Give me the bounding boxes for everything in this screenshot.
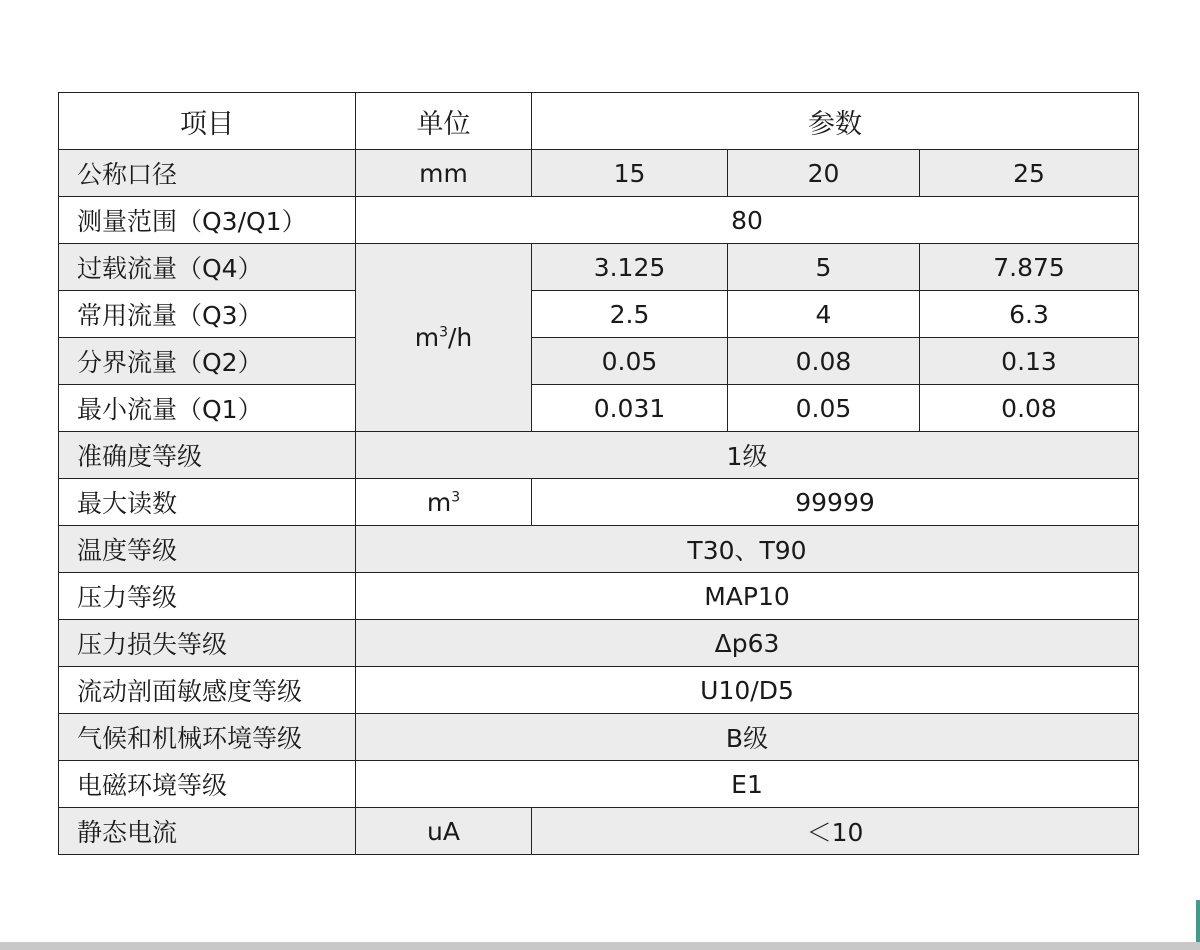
- unit-cell: uA: [356, 808, 532, 855]
- table-row: [59, 761, 1139, 808]
- value-cell: 0.13: [920, 338, 1139, 385]
- table-row: [59, 479, 1139, 526]
- unit-cell: mm: [356, 150, 532, 197]
- row-label: 静态电流: [59, 808, 356, 855]
- value-cell: ＜10: [532, 808, 1139, 855]
- header-unit: 单位: [356, 93, 532, 150]
- row-label: 公称口径: [59, 150, 356, 197]
- spec-table: [58, 92, 1139, 855]
- table-row: [59, 150, 1139, 197]
- unit-superscript: 3: [451, 489, 461, 506]
- value-cell: 4: [728, 291, 920, 338]
- value-cell: E1: [356, 761, 1139, 808]
- table-row: [59, 338, 1139, 385]
- table-row: [59, 808, 1139, 855]
- table-row: [59, 432, 1139, 479]
- unit-cell: [356, 479, 532, 526]
- edge-accent-bar: [1196, 900, 1200, 942]
- value-cell: 0.05: [728, 385, 920, 432]
- value-cell: 7.875: [920, 244, 1139, 291]
- table-row: [59, 244, 1139, 291]
- row-label: 分界流量（Q2）: [59, 338, 356, 385]
- table-row: [59, 714, 1139, 761]
- row-label: 电磁环境等级: [59, 761, 356, 808]
- value-cell: 0.08: [728, 338, 920, 385]
- table-row: [59, 197, 1139, 244]
- table-row: [59, 291, 1139, 338]
- row-label: 流动剖面敏感度等级: [59, 667, 356, 714]
- value-cell: T30、T90: [356, 526, 1139, 573]
- value-cell: 5: [728, 244, 920, 291]
- flow-unit-cell: [356, 244, 532, 432]
- value-cell: B级: [356, 714, 1139, 761]
- value-cell: 0.08: [920, 385, 1139, 432]
- unit-base: m: [414, 323, 440, 352]
- row-label: 温度等级: [59, 526, 356, 573]
- row-label: 过载流量（Q4）: [59, 244, 356, 291]
- value-cell: 0.031: [532, 385, 728, 432]
- value-cell: 15: [532, 150, 728, 197]
- table-row: [59, 573, 1139, 620]
- row-label: 常用流量（Q3）: [59, 291, 356, 338]
- row-label: 准确度等级: [59, 432, 356, 479]
- row-label: 气候和机械环境等级: [59, 714, 356, 761]
- table-row: [59, 385, 1139, 432]
- table-row: [59, 667, 1139, 714]
- value-cell: Δp63: [356, 620, 1139, 667]
- unit-base: m: [426, 487, 452, 517]
- value-cell: 25: [920, 150, 1139, 197]
- value-cell: 3.125: [532, 244, 728, 291]
- unit-superscript: 3: [439, 324, 448, 341]
- value-cell: 2.5: [532, 291, 728, 338]
- value-cell: 0.05: [532, 338, 728, 385]
- header-item: 项目: [59, 93, 356, 150]
- row-label: 测量范围（Q3/Q1）: [59, 197, 356, 244]
- unit-suffix: /h: [448, 323, 473, 352]
- value-cell: 99999: [532, 479, 1139, 526]
- row-label: 压力损失等级: [59, 620, 356, 667]
- row-label: 最小流量（Q1）: [59, 385, 356, 432]
- value-cell: MAP10: [356, 573, 1139, 620]
- table-header-row: [59, 93, 1139, 150]
- value-cell: U10/D5: [356, 667, 1139, 714]
- value-cell: 1级: [356, 432, 1139, 479]
- row-label: 压力等级: [59, 573, 356, 620]
- row-label: 最大读数: [59, 479, 356, 526]
- value-cell: 80: [356, 197, 1139, 244]
- value-cell: 20: [728, 150, 920, 197]
- table-row: [59, 620, 1139, 667]
- table-row: [59, 526, 1139, 573]
- header-param: 参数: [532, 93, 1139, 150]
- bottom-divider: [0, 942, 1200, 950]
- value-cell: 6.3: [920, 291, 1139, 338]
